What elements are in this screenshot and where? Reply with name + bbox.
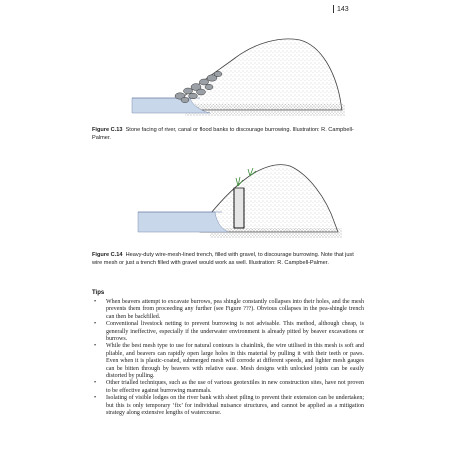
list-item: • Conventional livestock netting to prevent burrowing is not advisable. This method, although cheap, is generally ineffective, especially if the underwater environment is already pitted by beaver excavations or burrows. [94,321,364,343]
page-number-rule [333,5,334,13]
figure-c14-caption [92,252,364,267]
bullet-marker: • [94,395,97,402]
bullet-marker: • [94,321,97,328]
figure-c13-caption [92,127,364,142]
tips-list [92,299,364,418]
list-item: • While the best mesh type to use for natural contours is chainlink, the wire utilised in this mesh is soft and pliable, and beavers can rapidly open large holes in this material by pulling it with their teeth or paws. Even when it is plastic-coated, submerged mesh will corrode at different speeds, and lighter mesh gauges can be bitten through by beavers with relative ease. Mesh designs with unlocked joints can be easily distorted by pulling. [94,343,364,380]
list-item: • Isolating of visible lodges on the river bank with sheet piling to prevent their extension can be undertaken; but this is only temporary ‘fix’ for individual nuisance structures, and cannot be applied as a mitigation strategy along extensive lengths of watercourse. [94,395,364,417]
bullet-marker: • [94,380,97,387]
page-number: 143 [333,5,349,13]
figure-c13-label: Figure C.13 [92,127,123,133]
bullet-marker: • [94,343,97,350]
figure-c14-label: Figure C.14 [92,252,123,258]
tips-heading: Tips [92,290,105,296]
figure-c14-illustration [130,152,350,242]
list-item: • Other trialled techniques, such as the use of various geotextiles in new construction sites, have not proven to be effective against burrowing mammals. [94,380,364,394]
figure-c14-caption-text: Heavy-duty wire-mesh-lined trench, filled with gravel, to discourage burrowing. Note that just wire mesh or just a trench filled with gravel would work as well. Illustration: R. Campbell-Palmer. [92,252,354,266]
list-item: • When beavers attempt to excavate burrows, pea shingle constantly collapses into their holes, and the mesh prevents them from proceeding any further (see Figure ???). Obvious collapses in the pea-shingle trench can then be backfilled. [94,299,364,320]
figure-c13-caption-text: Stone facing of river, canal or flood banks to discourage burrowing. Illustration: R. Campbell-Palmer. [92,127,354,141]
figure-c13-illustration [130,18,350,118]
bullet-marker: • [94,299,97,305]
